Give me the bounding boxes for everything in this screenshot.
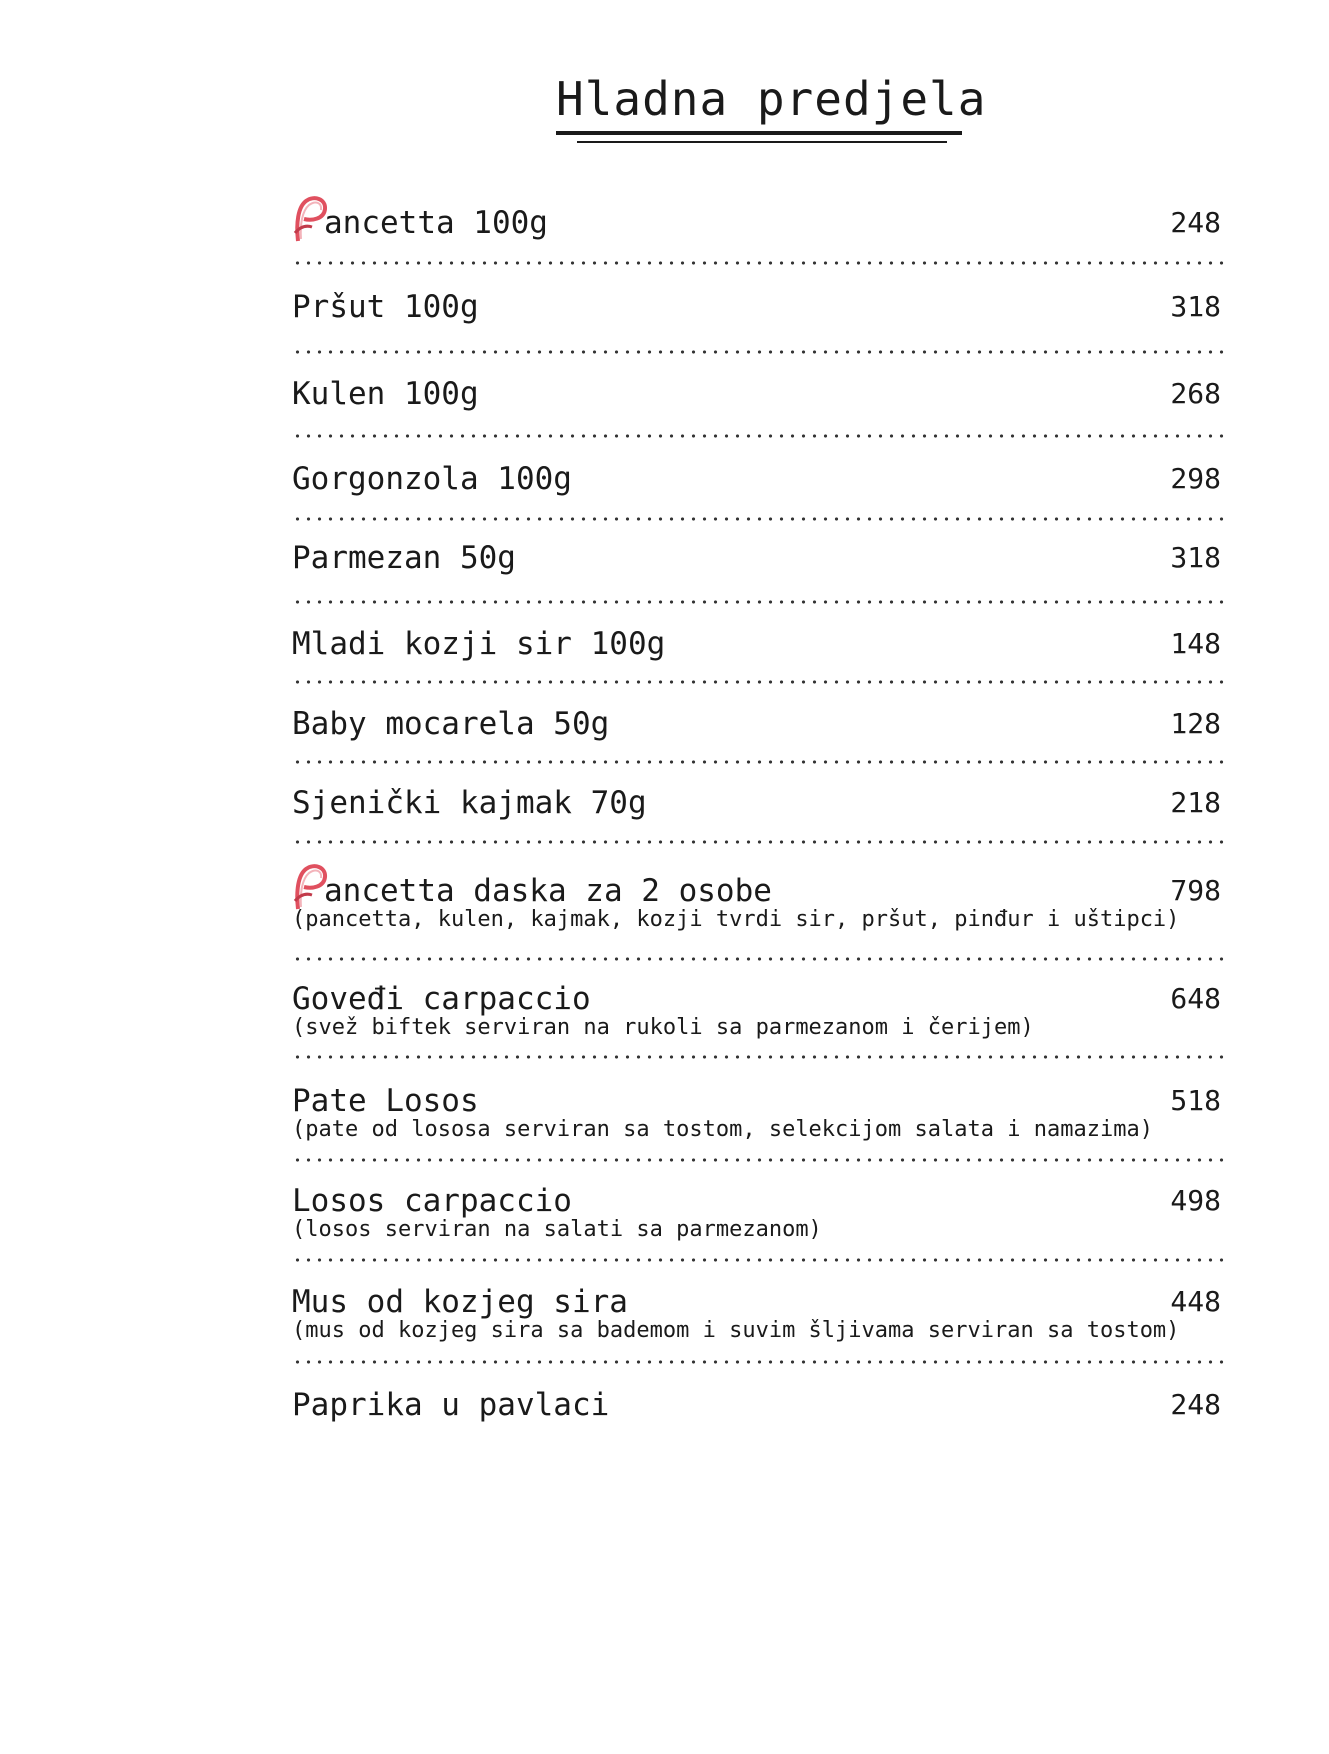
item-price: 268 [1170,377,1221,410]
item-name: Gorgonzola 100g [292,461,572,497]
item-name: Baby mocarela 50g [292,706,610,742]
title-underline [556,131,962,135]
dotted-separator [292,680,1227,684]
item-name: Kulen 100g [292,376,479,412]
item-name: ancetta daska za 2 osobe [324,873,772,909]
dotted-separator [292,1055,1227,1059]
item-name: Mus od kozjeg sira [292,1284,628,1320]
menu-item [292,1385,1227,1425]
menu-item [292,1081,1227,1142]
page-title: Hladna predjela [556,72,987,126]
menu-item [292,459,1227,499]
item-price: 448 [1170,1285,1221,1318]
item-name: Sjenički kajmak 70g [292,785,647,821]
menu-item [292,538,1227,578]
item-price: 798 [1170,874,1221,907]
item-price: 518 [1170,1084,1221,1117]
item-name: ancetta 100g [324,205,548,241]
menu-item [292,871,1227,932]
item-price: 148 [1170,627,1221,660]
item-name: Mladi kozji sir 100g [292,626,666,662]
menu-item [292,979,1227,1040]
dotted-separator [292,600,1227,604]
dotted-separator [292,517,1227,521]
item-description: (losos serviran na salati sa parmezanom) [292,1217,822,1242]
dotted-separator [292,840,1227,844]
menu-item [292,374,1227,414]
dotted-separator [292,760,1227,764]
menu-item [292,203,1227,243]
title-underline-thin [577,141,947,143]
item-price: 218 [1170,786,1221,819]
item-name: Goveđi carpaccio [292,981,591,1017]
item-name: Pate Losos [292,1083,479,1119]
item-name: Paprika u pavlaci [292,1387,610,1423]
item-price: 498 [1170,1184,1221,1217]
dotted-separator [292,261,1227,265]
menu-item [292,783,1227,823]
item-name: Parmezan 50g [292,540,516,576]
item-description: (svež biftek serviran na rukoli sa parmezanom i čerijem) [292,1015,1034,1040]
item-description: (pancetta, kulen, kajmak, kozji tvrdi sir, pršut, pinđur i uštipci) [292,907,1180,932]
item-price: 648 [1170,982,1221,1015]
dotted-separator [292,350,1227,354]
item-description: (mus od kozjeg sira sa bademom i suvim šljivama serviran sa tostom) [292,1318,1180,1343]
item-price: 128 [1170,707,1221,740]
item-name: Losos carpaccio [292,1183,572,1219]
menu-item [292,704,1227,744]
item-price: 248 [1170,1388,1221,1421]
item-price: 318 [1170,290,1221,323]
item-price: 248 [1170,206,1221,239]
menu-item [292,1181,1227,1242]
menu-item [292,1282,1227,1343]
item-description: (pate od lososa serviran sa tostom, selekcijom salata i namazima) [292,1117,1153,1142]
menu-item [292,624,1227,664]
menu-item [292,287,1227,327]
dotted-separator [292,1158,1227,1162]
dotted-separator [292,434,1227,438]
item-name: Pršut 100g [292,289,479,325]
item-price: 298 [1170,462,1221,495]
dotted-separator [292,1258,1227,1262]
dotted-separator [292,957,1227,961]
dotted-separator [292,1360,1227,1364]
item-price: 318 [1170,541,1221,574]
